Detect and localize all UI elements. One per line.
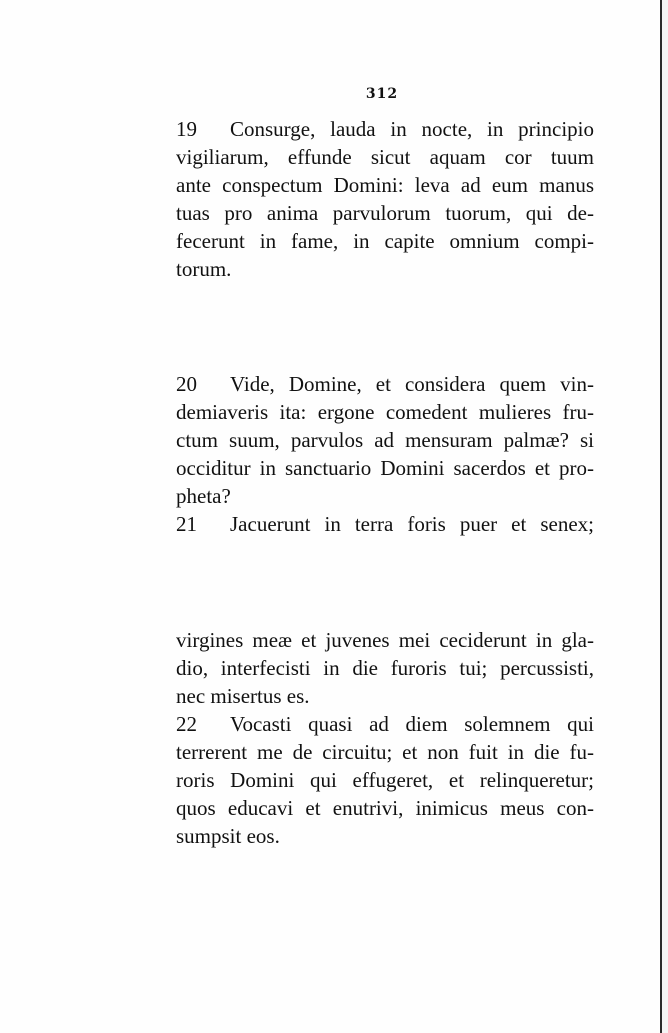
- text-line: tuas pro anima parvulorum tuorum, qui de-: [176, 201, 594, 225]
- line-text: Consurge, lauda in nocte, in principio: [230, 117, 594, 141]
- text-line: torum.: [176, 257, 232, 281]
- verse-number: 21: [176, 512, 197, 536]
- text-line: [176, 370, 594, 398]
- text-line: ante conspectum Domini: leva ad eum manus: [176, 173, 594, 197]
- text-line: ctum suum, parvulos ad mensuram palmæ? si: [176, 428, 594, 452]
- text-line: vigiliarum, effunde sicut aquam cor tuum: [176, 145, 594, 169]
- text-line: sumpsit eos.: [176, 824, 280, 848]
- page-edge-shadow: [662, 0, 668, 1033]
- page-edge-line: [660, 0, 662, 1033]
- text-line: dio, interfecisti in die furoris tui; percussisti,: [176, 656, 594, 680]
- text-line: [176, 115, 594, 143]
- text-line: virgines meæ et juvenes mei ceciderunt in gla-: [176, 628, 594, 652]
- text-line: pheta?: [176, 484, 231, 508]
- text-line: occiditur in sanctuario Domini sacerdos et pro-: [176, 456, 594, 480]
- text-line: nec misertus es.: [176, 684, 310, 708]
- line-text: Jacuerunt in terra foris puer et senex;: [230, 512, 594, 536]
- text-line: [176, 710, 594, 738]
- text-line: demiaveris ita: ergone comedent mulieres fru-: [176, 400, 594, 424]
- text-line: [176, 510, 594, 538]
- line-text: Vide, Domine, et considera quem vin-: [230, 372, 594, 396]
- verse-number: 19: [176, 117, 197, 141]
- text-line: roris Domini qui effugeret, et relinqueretur;: [176, 768, 594, 792]
- line-text: Vocasti quasi ad diem solemnem qui: [230, 712, 594, 736]
- verse-number: 22: [176, 712, 197, 736]
- text-line: terrerent me de circuitu; et non fuit in die fu-: [176, 740, 594, 764]
- verse-number: 20: [176, 372, 197, 396]
- text-line: quos educavi et enutrivi, inimicus meus con-: [176, 796, 594, 820]
- text-line: fecerunt in fame, in capite omnium compi-: [176, 229, 594, 253]
- page-number: 312: [365, 86, 399, 102]
